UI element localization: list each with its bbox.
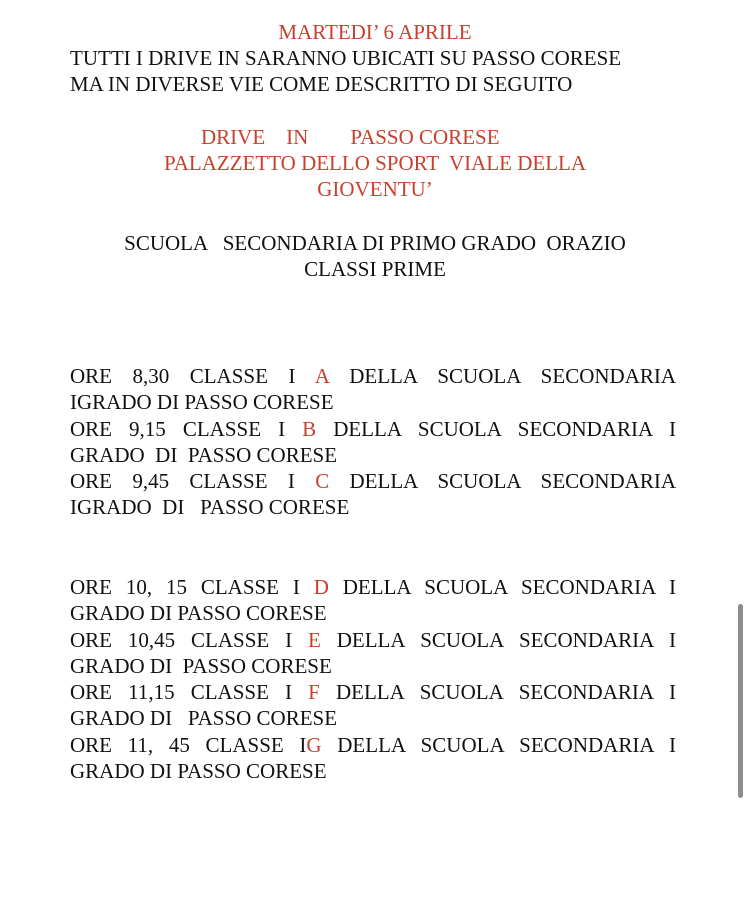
class-letter: E [307, 628, 321, 652]
entry-school: DELLA SCUOLA SECONDARIA I [335, 680, 677, 704]
schedule-entry-c [70, 468, 676, 494]
schedule-entry-g-line2: GRADO DI PASSO CORESE [70, 759, 327, 783]
school-line-2: CLASSI PRIME [304, 257, 446, 281]
class-letter: D [313, 575, 329, 599]
schedule-entry-b-line2: GRADO DI PASSO CORESE [70, 443, 338, 467]
schedule-entry-c-line2: IGRADO DI PASSO CORESE [70, 495, 350, 519]
entry-time: ORE 11, 45 [70, 733, 190, 757]
vertical-scrollbar[interactable] [738, 604, 743, 798]
location-line-3: GIOVENTU’ [317, 177, 433, 201]
class-letter: C [315, 469, 330, 493]
school-line-1: SCUOLA SECONDARIA DI PRIMO GRADO ORAZIO [124, 231, 626, 255]
schedule-entry-d [70, 574, 676, 600]
location-line-1: DRIVE IN PASSO CORESE [201, 125, 500, 149]
schedule-entry-e [70, 627, 676, 653]
entry-time: ORE 10,45 [70, 628, 176, 652]
intro-line-2: MA IN DIVERSE VIE COME DESCRITTO DI SEGUITO [70, 72, 573, 96]
date-heading: MARTEDI’ 6 APRILE [278, 20, 472, 44]
schedule-entry-f-line2: GRADO DI PASSO CORESE [70, 706, 338, 730]
entry-class: CLASSE I [205, 733, 307, 757]
entry-class: CLASSE I [200, 575, 300, 599]
entry-class: CLASSE I [190, 680, 293, 704]
schedule-entry-f [70, 679, 676, 705]
schedule-entry-b [70, 416, 676, 442]
entry-class: CLASSE I [182, 417, 286, 441]
class-letter: A [314, 364, 329, 388]
entry-class: CLASSE I [191, 628, 293, 652]
class-letter: G [306, 733, 322, 757]
schedule-entry-a [70, 363, 676, 389]
class-letter: B [302, 417, 317, 441]
entry-time: ORE 10, 15 [70, 575, 187, 599]
entry-time: ORE 8,30 [70, 364, 170, 388]
entry-school: DELLA SCUOLA SECONDARIA I [333, 417, 677, 441]
entry-school: DELLA SCUOLA SECONDARIA [349, 364, 677, 388]
entry-school: DELLA SCUOLA SECONDARIA I [337, 733, 676, 757]
entry-class: CLASSE I [189, 364, 296, 388]
location-line-2: PALAZZETTO DELLO SPORT VIALE DELLA [163, 151, 587, 175]
schedule-entry-g [70, 732, 676, 758]
entry-time: ORE 11,15 [70, 680, 175, 704]
entry-class: CLASSE I [189, 469, 295, 493]
entry-school: DELLA SCUOLA SECONDARIA [349, 469, 676, 493]
schedule-entry-d-line2: GRADO DI PASSO CORESE [70, 601, 327, 625]
schedule-entry-e-line2: GRADO DI PASSO CORESE [70, 654, 332, 678]
entry-school: DELLA SCUOLA SECONDARIA I [342, 575, 677, 599]
entry-time: ORE 9,15 [70, 417, 166, 441]
entry-time: ORE 9,45 [70, 469, 170, 493]
intro-line-1: TUTTI I DRIVE IN SARANNO UBICATI SU PASSO CORESE [70, 46, 622, 70]
schedule-entry-a-line2: IGRADO DI PASSO CORESE [70, 390, 334, 414]
class-letter: F [308, 680, 320, 704]
entry-school: DELLA SCUOLA SECONDARIA I [336, 628, 677, 652]
